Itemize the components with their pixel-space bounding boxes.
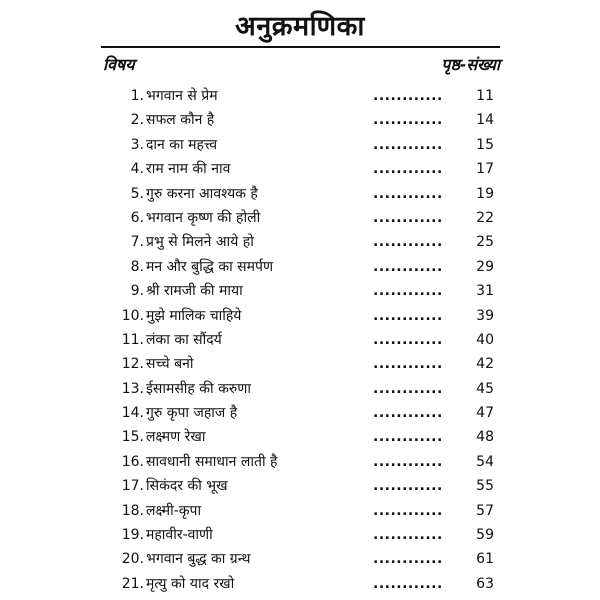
contents-entry (0, 450, 600, 474)
contents-entry (0, 523, 600, 547)
entry-number: 16. (121, 453, 144, 470)
dot-leader: ............ (373, 161, 443, 178)
dot-leader: ............ (373, 380, 443, 397)
contents-entry (0, 133, 600, 157)
entry-title: गुरु करना आवश्यक है (146, 185, 258, 202)
entry-page-number: 54 (476, 453, 494, 470)
entry-number: 18. (121, 502, 144, 519)
entry-page-number: 39 (476, 307, 494, 324)
entry-number: 11. (121, 331, 144, 348)
contents-entry (0, 572, 600, 596)
entry-number: 7. (130, 234, 144, 251)
dot-leader: ............ (373, 453, 443, 470)
column-header-page-number: पृष्ठ-संख्या (441, 55, 500, 74)
contents-entry (0, 84, 600, 108)
entry-title: महावीर-वाणी (146, 527, 213, 544)
dot-leader: ............ (373, 551, 443, 568)
entry-number: 6. (130, 209, 144, 226)
dot-leader: ............ (373, 356, 443, 373)
entry-number: 8. (130, 258, 144, 275)
page-title: अनुक्रमणिका (235, 11, 365, 42)
entry-number: 2. (130, 112, 144, 129)
entry-title: दान का महत्त्व (146, 136, 218, 153)
contents-entry (0, 474, 600, 498)
entry-title: ईसामसीह की करुणा (146, 380, 252, 397)
entry-number: 4. (130, 161, 144, 178)
entry-title: प्रभु से मिलने आये हो (146, 234, 254, 251)
entry-title: मृत्यु को याद रखो (146, 575, 235, 592)
entry-page-number: 11 (476, 88, 494, 104)
dot-leader: ............ (373, 429, 443, 446)
dot-leader: ............ (373, 405, 443, 422)
dot-leader: ............ (373, 307, 443, 324)
contents-entry (0, 401, 600, 425)
entry-title: सिकंदर की भूख (146, 478, 228, 495)
entry-page-number: 45 (476, 380, 494, 397)
entry-title: मन और बुद्धि का समर्पण (146, 258, 274, 275)
contents-entry (0, 230, 600, 254)
entry-page-number: 57 (476, 502, 494, 519)
entry-title: भगवान कृष्ण की होली (146, 209, 261, 226)
entry-page-number: 47 (476, 405, 494, 422)
dot-leader: ............ (373, 258, 443, 275)
entry-page-number: 59 (476, 527, 494, 544)
entry-page-number: 14 (476, 112, 494, 129)
entry-title: सावधानी समाधान लाती है (146, 453, 278, 470)
dot-leader: ............ (373, 527, 443, 544)
dot-leader: ............ (373, 283, 443, 300)
entry-title: सच्चे बनो (146, 356, 194, 373)
entry-page-number: 31 (476, 283, 494, 300)
contents-entry (0, 547, 600, 571)
contents-entry (0, 328, 600, 352)
entry-page-number: 19 (476, 185, 494, 202)
dot-leader: ............ (373, 185, 443, 202)
entry-number: 5. (130, 185, 144, 202)
entry-title: सफल कौन है (146, 112, 215, 129)
entry-page-number: 40 (476, 331, 494, 348)
entry-number: 21. (121, 575, 144, 592)
entry-title: श्री रामजी की माया (146, 283, 243, 300)
column-header-subject: विषय (103, 55, 135, 74)
contents-entry (0, 499, 600, 523)
entry-title: गुरु कृपा जहाज है (146, 405, 238, 422)
entry-title: भगवान बुद्ध का ग्रन्थ (146, 551, 251, 568)
entry-number: 3. (130, 136, 144, 153)
entry-page-number: 55 (476, 478, 494, 495)
dot-leader: ............ (373, 209, 443, 226)
contents-entry (0, 157, 600, 181)
contents-entry (0, 206, 600, 230)
entry-number: 10. (121, 307, 144, 324)
contents-entry (0, 352, 600, 376)
dot-leader: ............ (373, 478, 443, 495)
entry-number: 9. (130, 283, 144, 300)
entry-title: लक्ष्मी-कृपा (146, 502, 202, 519)
dot-leader: ............ (373, 502, 443, 519)
dot-leader: ............ (373, 234, 443, 251)
entry-number: 15. (121, 429, 144, 446)
dot-leader: ............ (373, 575, 443, 592)
dot-leader: ............ (373, 136, 443, 153)
dot-leader: ............ (373, 331, 443, 348)
contents-entry (0, 108, 600, 132)
entry-title: मुझे मालिक चाहिये (146, 307, 242, 324)
title-underline (101, 46, 500, 48)
entry-page-number: 61 (476, 551, 494, 568)
entry-number: 20. (121, 551, 144, 568)
dot-leader: ............ (373, 112, 443, 129)
entry-number: 1. (130, 88, 144, 104)
contents-entry (0, 425, 600, 449)
dot-leader: ............ (373, 88, 443, 104)
entry-title: भगवान से प्रेम (146, 88, 218, 104)
contents-list (0, 84, 600, 596)
contents-entry (0, 255, 600, 279)
entry-title: लक्ष्मण रेखा (146, 429, 206, 446)
entry-number: 13. (121, 380, 144, 397)
contents-entry (0, 182, 600, 206)
entry-title: राम नाम की नाव (146, 161, 231, 178)
contents-entry (0, 279, 600, 303)
entry-page-number: 17 (476, 161, 494, 178)
contents-entry (0, 377, 600, 401)
entry-page-number: 48 (476, 429, 494, 446)
entry-title: लंका का सौंदर्य (146, 331, 222, 348)
entry-page-number: 29 (476, 258, 494, 275)
entry-page-number: 22 (476, 209, 494, 226)
entry-page-number: 25 (476, 234, 494, 251)
entry-number: 19. (121, 527, 144, 544)
entry-number: 14. (121, 405, 144, 422)
entry-number: 17. (121, 478, 144, 495)
entry-number: 12. (121, 356, 144, 373)
contents-entry (0, 304, 600, 328)
entry-page-number: 63 (476, 575, 494, 592)
entry-page-number: 42 (476, 356, 494, 373)
entry-page-number: 15 (476, 136, 494, 153)
